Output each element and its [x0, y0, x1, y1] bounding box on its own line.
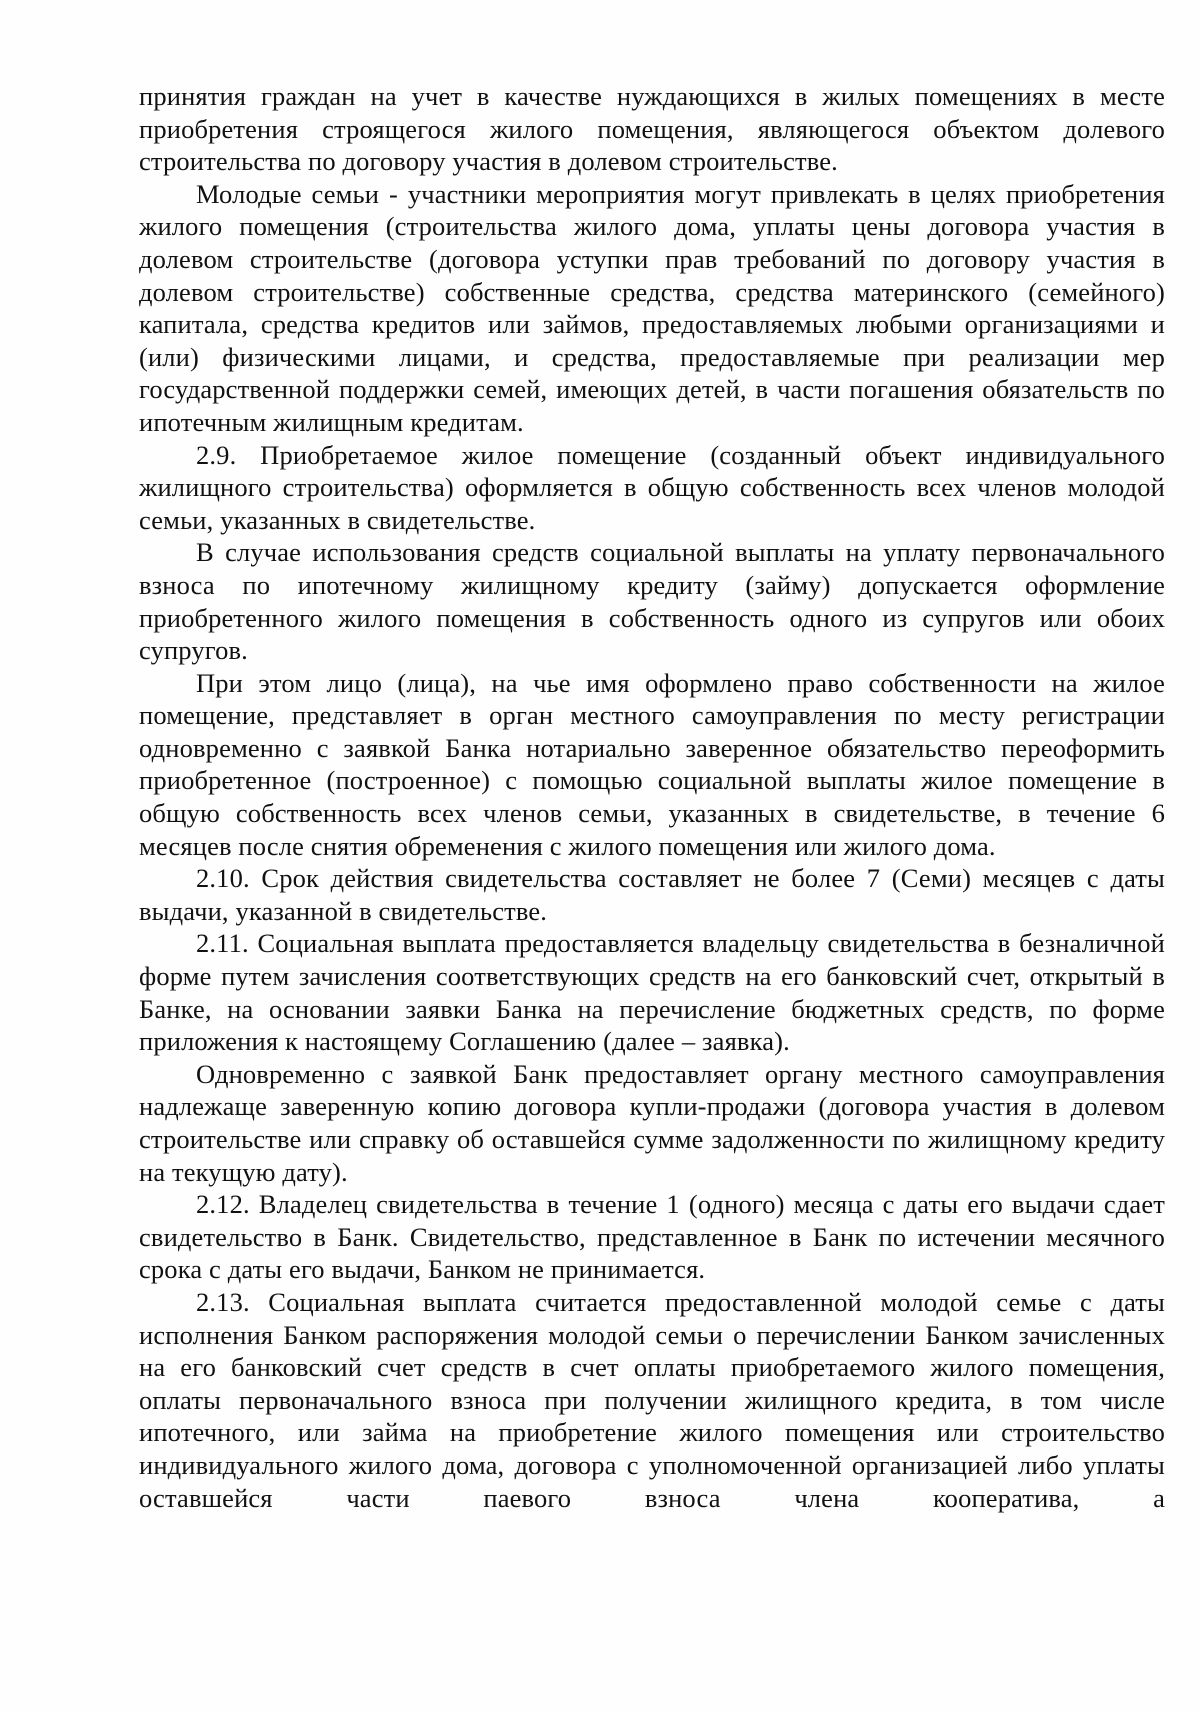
paragraph-2-9-mortgage: В случае использования средств социальной выплаты на уплату первоначального взноса по ипотечному жилищному кредиту (займу) допускается оформление приобретенного жилого помещения в собственность одного из супругов или обоих супругов.: [139, 537, 1165, 666]
paragraph-2-11-copy: Одновременно с заявкой Банк предоставляет органу местного самоуправления надлежаще заверенную копию договора купли-продажи (договора участия в долевом строительстве или справку об оставшейся сумме задолженности по жилищному кредиту на текущую дату).: [139, 1058, 1165, 1187]
paragraph-young-families: Молодые семьи - участники мероприятия могут привлекать в целях приобретения жилого помещения (строительства жилого дома, уплаты цены договора участия в долевом строительстве (договора уступки прав требований по договору участия в долевом строительстве) собственные средства, средства материнского (семейного) капитала, средства кредитов или займов, предоставляемых любыми организациями и (или) физическими лицами, и средства, предоставляемые при реализации мер государственной поддержки семей, имеющих детей, в части погашения обязательств по ипотечным жилищным кредитам.: [139, 178, 1165, 437]
paragraph-2-12: 2.12. Владелец свидетельства в течение 1 (одного) месяца с даты его выдачи сдает свидетельство в Банк. Свидетельство, представленное в Банк по истечении месячного срока с даты его выдачи, Банком не принимается.: [139, 1189, 1165, 1285]
paragraph-2-9: 2.9. Приобретаемое жилое помещение (созданный объект индивидуального жилищного строительства) оформляется в общую собственность всех членов молодой семьи, указанных в свидетельстве.: [139, 439, 1165, 535]
paragraph-2-10: 2.10. Срок действия свидетельства составляет не более 7 (Семи) месяцев с даты выдачи, указанной в свидетельстве.: [139, 863, 1165, 926]
document-body: [139, 80, 1165, 1514]
paragraph-2-11: 2.11. Социальная выплата предоставляется владельцу свидетельства в безналичной форме путем зачисления соответствующих средств на его банковский счет, открытый в Банке, на основании заявки Банка на перечисление бюджетных средств, по форме приложения к настоящему Соглашению (далее – заявка).: [139, 928, 1165, 1057]
paragraph-2-13: 2.13. Социальная выплата считается предоставленной молодой семье с даты исполнения Банком распоряжения молодой семьи о перечислении Банком зачисленных на его банковский счет средств в счет оплаты приобретаемого жилого помещения, оплаты первоначального взноса при получении жилищного кредита, в том числе ипотечного, или займа на приобретение жилого помещения или строительство индивидуального жилого дома, договора с уполномоченной организацией либо уплаты оставшейся части паевого взноса члена кооператива, а: [139, 1286, 1165, 1513]
paragraph-continuation: принятия граждан на учет в качестве нуждающихся в жилых помещениях в месте приобретения строящегося жилого помещения, являющегося объектом долевого строительства по договору участия в долевом строительстве.: [139, 81, 1165, 177]
paragraph-2-9-obligation: При этом лицо (лица), на чье имя оформлено право собственности на жилое помещение, представляет в орган местного самоуправления по месту регистрации одновременно с заявкой Банка нотариально заверенное обязательство переоформить приобретенное (построенное) с помощью социальной выплаты жилое помещение в общую собственность всех членов семьи, указанных в свидетельстве, в течение 6 месяцев после снятия обременения с жилого помещения или жилого дома.: [139, 667, 1165, 861]
